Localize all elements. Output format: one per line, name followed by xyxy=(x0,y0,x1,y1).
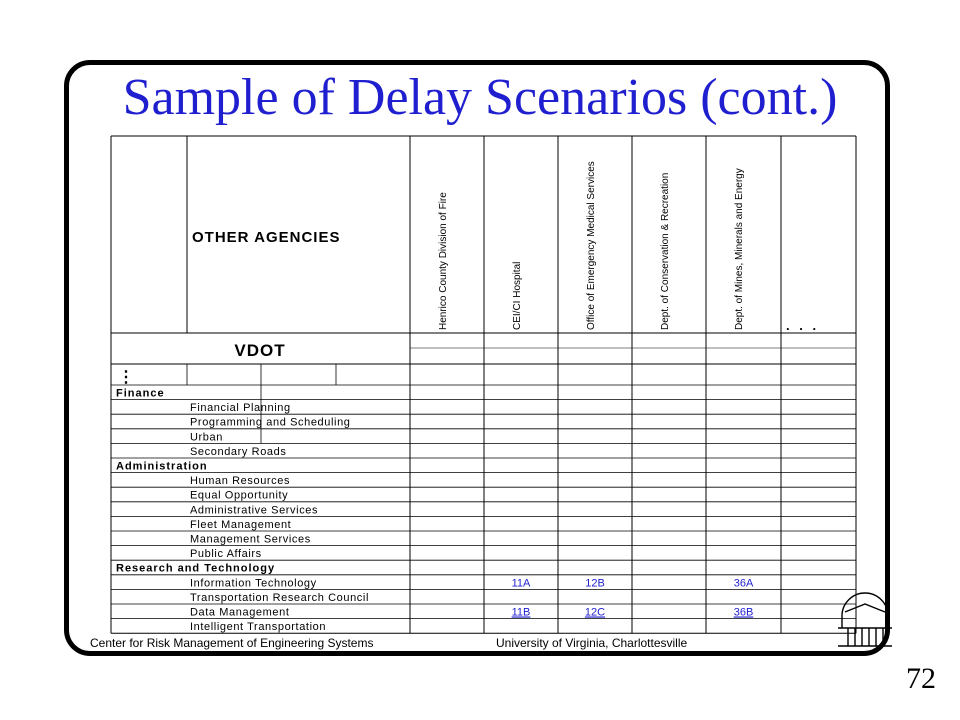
row-label: Human Resources xyxy=(190,475,291,488)
row-label: Programming and Scheduling xyxy=(190,416,351,429)
column-header-more: . . . xyxy=(786,318,820,333)
row-label: Transportation Research Council xyxy=(190,591,369,604)
section-label: Finance xyxy=(116,387,165,400)
scenario-code: 12C xyxy=(584,606,606,619)
scenario-code: 36B xyxy=(733,606,754,619)
scenario-code: 12B xyxy=(585,577,605,590)
row-label: Secondary Roads xyxy=(190,445,287,458)
row-label: Administrative Services xyxy=(190,504,319,517)
row-label: Management Services xyxy=(190,533,311,546)
scenario-code: 11B xyxy=(511,606,531,619)
footer-right: University of Virginia, Charlottesville xyxy=(496,636,688,650)
other-agencies-label: OTHER AGENCIES xyxy=(192,229,341,246)
slide-title: Sample of Delay Scenarios (cont.) xyxy=(122,69,838,126)
scenario-code: 11A xyxy=(511,577,531,590)
column-header: Henrico County Division of Fire xyxy=(438,192,449,330)
column-header: Dept. of Conservation & Recreation xyxy=(660,172,671,330)
row-label: Data Management xyxy=(190,606,290,619)
column-header: CEI/CI Hospital xyxy=(512,261,523,330)
page-number: 72 xyxy=(906,662,936,695)
vertical-ellipsis: ⋮ xyxy=(118,369,134,386)
row-label: Financial Planning xyxy=(190,402,291,415)
row-label: Public Affairs xyxy=(190,548,262,561)
column-header: Dept. of Mines, Minerals and Energy xyxy=(734,168,745,330)
row-label: Equal Opportunity xyxy=(190,489,289,502)
row-label: Urban xyxy=(190,431,223,444)
vdot-label: VDOT xyxy=(234,341,286,360)
section-label: Administration xyxy=(116,460,208,473)
column-header: Office of Emergency Medical Services xyxy=(586,161,597,330)
scenario-code: 36A xyxy=(733,577,754,590)
row-label: Information Technology xyxy=(190,577,317,590)
row-label: Fleet Management xyxy=(190,518,292,531)
footer-left: Center for Risk Management of Engineering Systems xyxy=(90,636,374,650)
section-label: Research and Technology xyxy=(116,562,276,575)
row-label: Intelligent Transportation xyxy=(190,621,327,634)
